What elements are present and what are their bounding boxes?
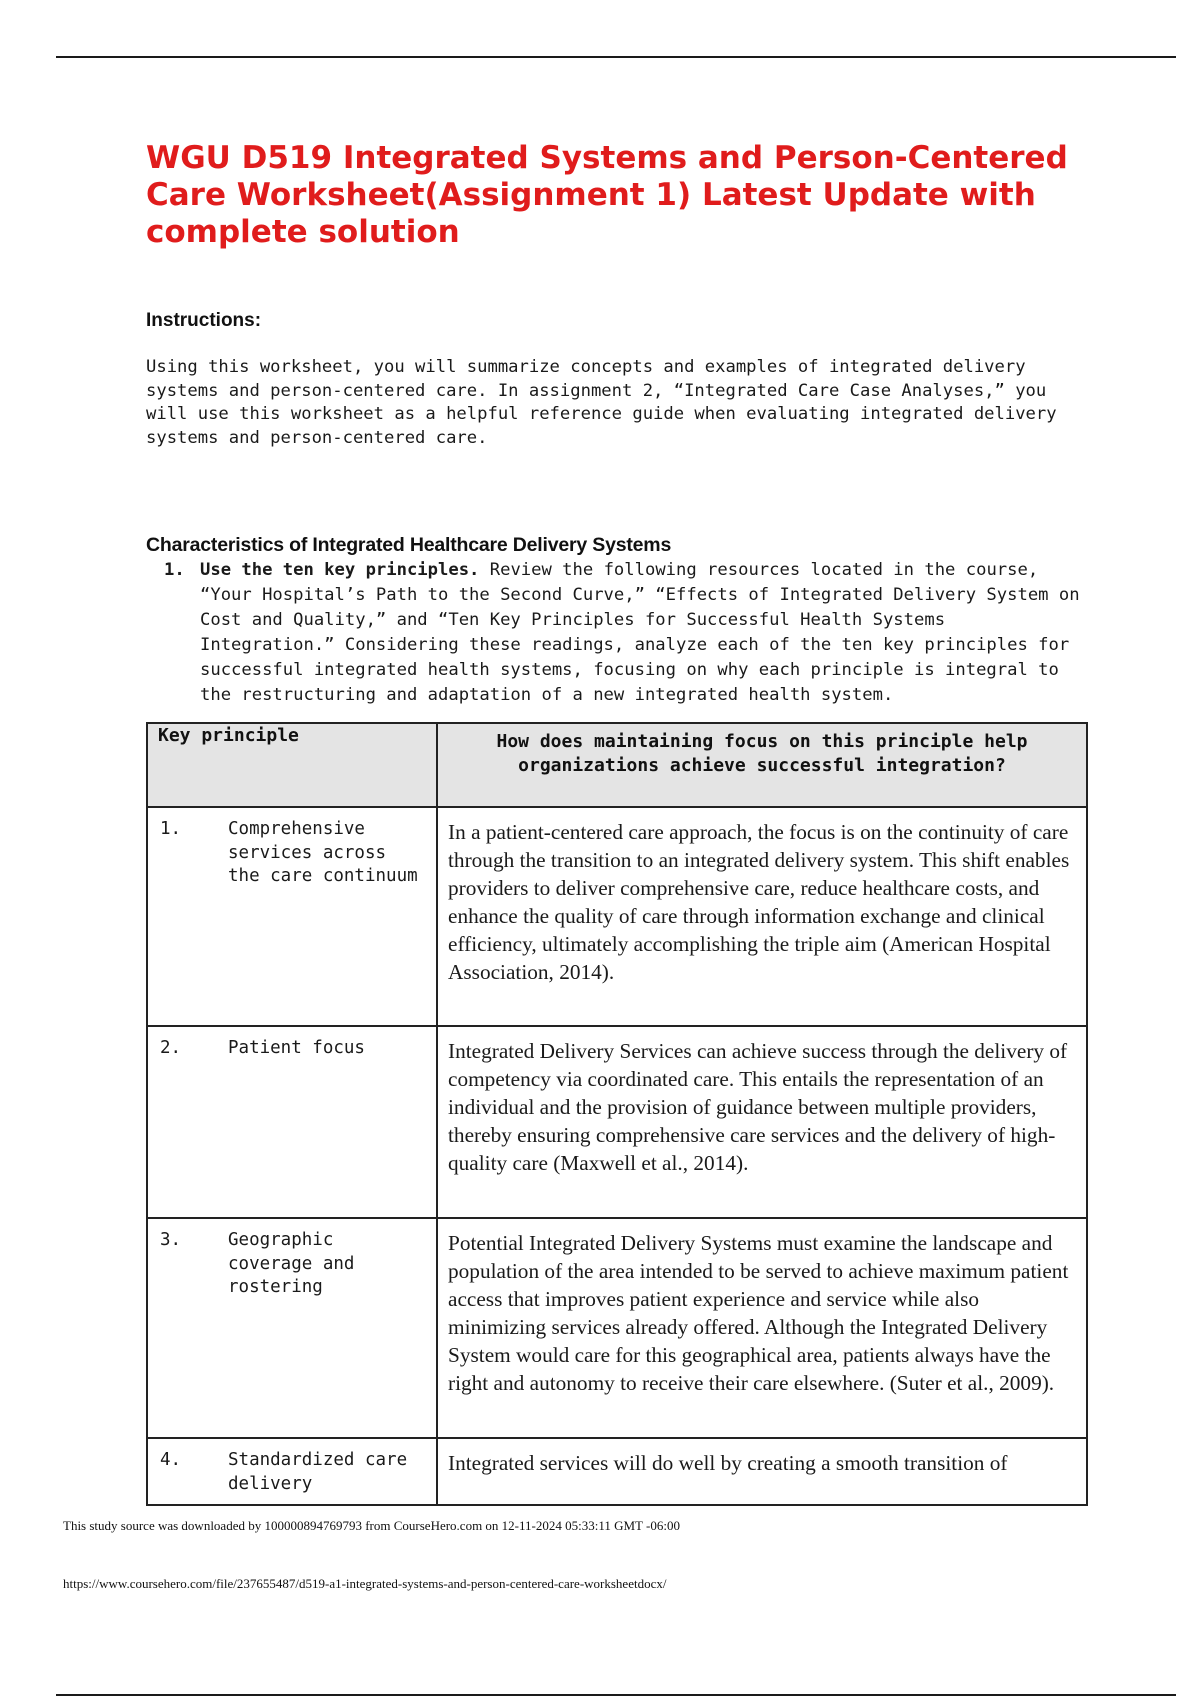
step-text: Review the following resources located in the course, “Your Hospital’s Path to the Second Curve,” “Effects of Integrated Delivery System on Cost and Quality,” and “Ten Key Principles for Successful Health Systems Integration.” Considering these readings, analyze each of the ten key principles for successful integrated health systems, focusing on why each principle is integral to the restructuring and adaptation of a new integrated health system. — [200, 560, 1080, 705]
principle-name: Comprehensive services across the care continuum — [228, 819, 418, 886]
step-1 — [164, 558, 1084, 708]
table-row — [147, 1218, 1087, 1438]
principle-cell — [147, 807, 437, 1026]
table-row — [147, 1438, 1087, 1505]
principle-number: 4. — [160, 1450, 182, 1470]
answer-cell: Integrated Delivery Services can achieve success through the delivery of competency via coordinated care. This entails the representation of an individual and the provision of guidance between multiple providers, thereby ensuring comprehensive care services and the delivery of high-quality care (Maxwell et al., 2014). — [437, 1026, 1087, 1218]
principle-number: 2. — [160, 1038, 182, 1058]
table-row — [147, 807, 1087, 1026]
step-body — [200, 558, 1084, 708]
download-source-note: This study source was downloaded by 100000894769793 from CourseHero.com on 12-11-2024 05:33:11 GMT -06:00 — [63, 1518, 680, 1533]
principle-name: Patient focus — [228, 1038, 365, 1058]
answer-cell: In a patient-centered care approach, the focus is on the continuity of care through the transition to an integrated delivery system. This shift enables providers to deliver comprehensive care, reduce healthcare costs, and enhance the quality of care through information exchange and clinical efficiency, ultimately accomplishing the triple aim (American Hospital Association, 2014). — [437, 807, 1087, 1026]
document-title: WGU D519 Integrated Systems and Person-Centered Care Worksheet(Assignment 1) Latest Update with complete solution — [146, 140, 1068, 250]
table-row — [147, 1026, 1087, 1218]
instructions-text: Using this worksheet, you will summarize concepts and examples of integrated delivery systems and person-centered care. In assignment 2, “Integrated Care Case Analyses,” you will use this worksheet as a helpful reference guide when evaluating integrated delivery systems and person-centered care. — [146, 357, 1057, 448]
principle-name: Standardized care delivery — [228, 1450, 408, 1494]
step-number: 1. — [164, 560, 185, 580]
principle-cell — [147, 1438, 437, 1505]
table-header-row — [147, 723, 1087, 807]
principle-number: 3. — [160, 1230, 182, 1250]
bottom-divider — [56, 1694, 1176, 1696]
step-lead: Use the ten key principles. — [200, 560, 480, 580]
principle-cell — [147, 1218, 437, 1438]
principles-table — [146, 722, 1088, 1506]
section-heading: Characteristics of Integrated Healthcare Delivery Systems — [146, 534, 672, 556]
principle-cell — [147, 1026, 437, 1218]
instructions-heading: Instructions: — [146, 310, 262, 331]
principle-name: Geographic coverage and rostering — [228, 1230, 355, 1297]
top-divider — [56, 56, 1176, 58]
header-how: How does maintaining focus on this principle help organizations achieve successful integration? — [437, 723, 1087, 807]
answer-cell: Potential Integrated Delivery Systems must examine the landscape and population of the area intended to be served to achieve maximum patient access that improves patient experience and service while also minimizing services already offered. Although the Integrated Delivery System would care for this geographical area, patients always have the right and autonomy to receive their care elsewhere. (Suter et al., 2009). — [437, 1218, 1087, 1438]
source-url: https://www.coursehero.com/file/237655487/d519-a1-integrated-systems-and-person-centered-care-worksheetdocx/ — [63, 1576, 667, 1591]
answer-cell: Integrated services will do well by creating a smooth transition of — [437, 1438, 1087, 1505]
principle-number: 1. — [160, 819, 182, 839]
header-key-principle: Key principle — [147, 723, 437, 807]
